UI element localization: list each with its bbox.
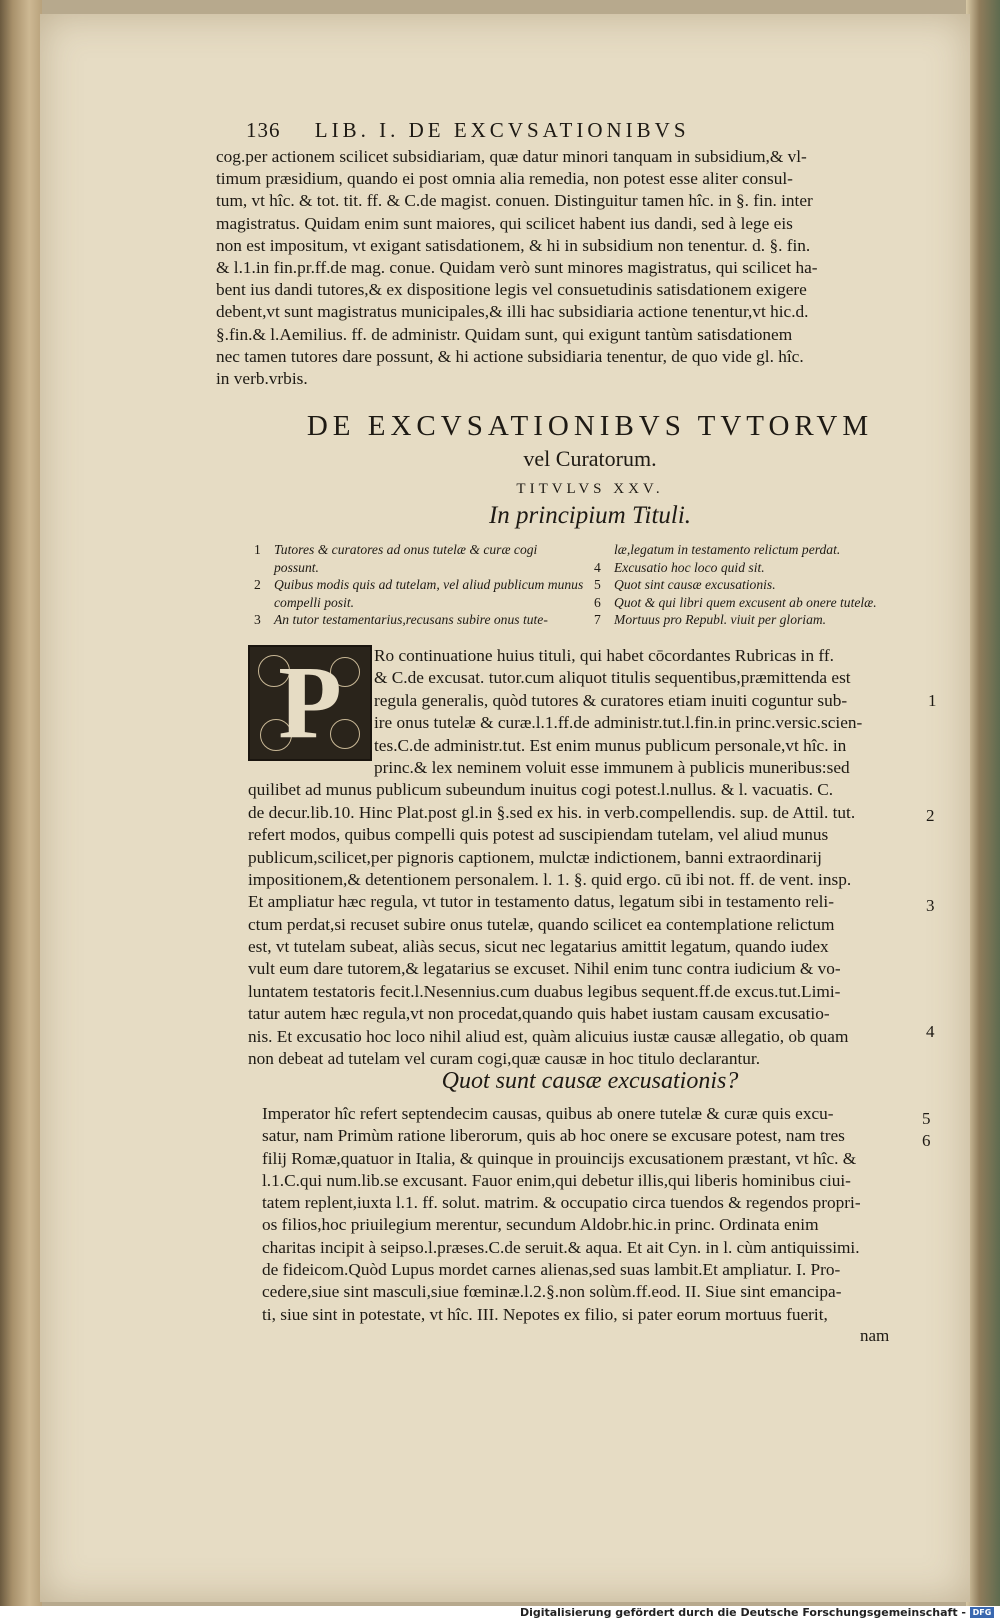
summary-text: Quot sint causæ excusationis. [614,577,776,592]
text-line: in verb.vrbis. [216,368,308,388]
summary-item [594,611,924,629]
summary-number: 6 [594,594,601,610]
text-line: est, vt tutelam subeat, aliàs secus, sicut nec legatarius amittit legatum, quando iudex [248,937,829,957]
dfg-logo: DFG [970,1607,994,1618]
text-line: non est impositum, vt exigant satisdationem, & hi in subsidium non tenentur. d. §. fin. [216,235,811,255]
text-line: Et ampliatur hæc regula, vt tutor in testamento datus, legatum sibi in testamento reli- [248,892,834,912]
summary-text: Quibus modis quis ad tutelam, vel aliud publicum munus compelli posit. [274,577,584,610]
margin-number: 2 [926,806,935,825]
section-subheading: Quot sunt causæ excusationis? [441,1068,739,1094]
text-line: princ.& lex neminem voluit esse immunem à publicis muneribus:sed [374,757,850,777]
text-line: os filios,hoc priuilegium merentur, secundum Aldobr.hic.in princ. Ordinata enim [262,1215,819,1235]
book-edge-left [0,0,42,1620]
text-line: l.1.C.qui num.lib.se excusant. Fauor enim,qui debetur illis,qui liberis hominibus ciui- [262,1170,851,1190]
text-line: impositionem,& detentionem personalem. l. 1. §. quid ergo. cū ibi not. ff. de vent. insp. [248,869,852,889]
text-line: charitas incipit à seipso.l.præses.C.de seruit.& aqua. Et ait Cyn. in l. cùm antiquissimi. [262,1237,860,1257]
text-line: ire onus tutelæ & curæ.l.1.ff.de administr.tut.l.fin.in princ.versic.scien- [374,713,863,733]
summary-item [594,594,924,612]
summary-number [594,541,614,559]
margin-number: 3 [926,896,935,915]
page-number: 136 [246,118,281,142]
text-line: & l.1.in fin.pr.ff.de mag. conue. Quidam verò sunt minores magistratus, qui scilicet ha- [216,257,818,277]
summary-text: Excusatio hoc loco quid sit. [614,559,765,575]
main-body [248,645,908,1070]
text-line: magistratus. Quidam enim sunt maiores, qui scilicet habent ius dandi, sed à lege eis [216,213,793,233]
text-line: nis. Et excusatio hoc loco nihil aliud est, quàm alicuius iustæ causæ allegatio, ob quam [248,1026,849,1046]
text-line: regula generalis, quòd tutores & curatores etiam inuiti coguntur sub- [374,690,848,710]
summary-right-column [594,541,924,629]
summary-left-column [254,541,584,629]
text-line: de decur.lib.10. Hinc Plat.post gl.in §.sed ex his. in verb.compellendis. sup. de Attil. tut. [248,802,856,822]
summary-item [254,611,584,629]
text-line: tum, vt hîc. & tot. tit. ff. & C.de magist. conuen. Distinguitur tamen hîc. in §. fin. inter [216,191,813,211]
text-line: nec tamen tutores dare possunt, & hi actione subsidiaria tenentur, de quo vide gl. hîc. [216,346,804,366]
title-line-3: TITVLVS XXV. [516,481,664,497]
text-line: filij Romæ,quatuor in Italia, & quinque in prouincijs excusationem præstant, vt hîc. & [262,1148,857,1168]
text-line: ti, siue sint in potestate, vt hîc. III. Nepotes ex filio, si pater eorum mortuus fuerit, [262,1304,828,1324]
text-line: publicum,scilicet,per pignoris captionem, mulctæ indictionem, banni extraordinarij [248,847,822,867]
top-paragraph [216,146,896,390]
book-edge-right [966,0,1000,1620]
margin-number: 5 [922,1109,931,1128]
summary-number: 7 [594,612,601,627]
summary-number: 1 [254,542,261,557]
title-line-4: In principium Tituli. [488,502,692,529]
title-line-1: DE EXCVSATIONIBVS TVTORVM [306,410,874,442]
running-header [246,118,846,143]
text-line: Imperator hîc refert septendecim causas, quibus ab onere tutelæ & curæ quis excu- [262,1104,834,1123]
text-line: §.fin.& l.Aemilius. ff. de administr. Quidam sunt, qui exigunt tantùm satisdationem [216,324,793,344]
text-line: bent ius dandi tutores,& ex dispositione legis vel consuetudinis satisdationem exigere [216,280,807,300]
summary-number: 3 [254,612,261,627]
margin-number: 1 [928,691,937,710]
text-line: quilibet ad munus publicum subeundum inuitus cogi potest.l.nullus. & l. vacuatis. C. [248,780,834,800]
text-line: vult eum dare tutorem,& legatarius se excuset. Nihil enim tunc contra iudicium & vo- [248,959,841,979]
section-body [262,1103,912,1326]
text-line: timum præsidium, quando ei post omnia alia remedia, non potest esse aliter consul- [216,169,793,189]
summary-item [594,559,924,577]
margin-number: 6 [922,1131,931,1150]
running-title: LIB. I. DE EXCVSATIONIBVS [314,118,690,142]
summary-item [254,576,584,611]
text-line: cedere,siue sint masculi,siue fœminæ.l.2.§.non solùm.ff.eod. II. Siue sint emancipa- [262,1282,842,1302]
text-line: cog.per actionem scilicet subsidiariam, quæ datur minori tanquam in subsidium,& vl- [216,147,807,166]
footer-text: Digitalisierung gefördert durch die Deutsche Forschungsgemeinschaft - [519,1606,966,1619]
text-line: tes.C.de administr.tut. Est enim munus publicum personale,vt hîc. in [374,735,847,755]
text-line: & C.de excusat. tutor.cum aliquot titulis sequentibus,præmittenda est [374,668,851,688]
summary-item [254,541,584,576]
text-line: ctum perdat,si recuset subire onus tutelæ, quando scilicet ea contemplatione relictum [248,914,835,934]
summary-text: An tutor testamentarius,recusans subire onus tute- [274,612,548,627]
catchword: nam [860,1326,890,1345]
margin-number: 4 [926,1022,935,1041]
summary-number: 4 [594,559,601,575]
text-line: Ro continuatione huius tituli, qui habet cōcordantes Rubricas in ff. [374,646,834,665]
summary-number: 5 [594,577,601,592]
summary-text: Tutores & curatores ad onus tutelæ & curæ cogi possunt. [274,542,538,575]
summary-item [594,576,924,594]
text-line: tatur autem hæc regula,vt non procedat,quando quis habet iustam causam excusatio- [248,1004,830,1024]
summary-item [594,541,924,559]
text-line: tatem replent,iuxta l.1. ff. solut. matrim. & occupatio circa tuendos & regendos propri- [262,1193,861,1213]
summary-text: læ,legatum in testamento relictum perdat. [614,542,841,557]
initial-letter: P [278,645,342,760]
text-line: satur, nam Primùm ratione liberorum, quis ab hoc onere se excusare potest, nam tres [262,1126,845,1146]
text-line: non debeat ad tutelam vel curam cogi,quæ causæ in hoc titulo declarantur. [248,1049,761,1069]
summary-text: Quot & qui libri quem excusent ab onere tutelæ. [614,594,877,610]
summary-text: Mortuus pro Republ. viuit per gloriam. [614,612,827,627]
text-line: refert modos, quibus compelli quis potest ad suscipiendam tutelam, vel aliud munus [248,825,829,845]
summary-number: 2 [254,577,261,592]
text-line: de fideicom.Quòd Lupus mordet carnes alienas,sed suas lambit.Et ampliatur. I. Pro- [262,1260,841,1280]
title-line-2: vel Curatorum. [523,446,657,471]
text-line: luntatem testatoris fecit.l.Nesennius.cum duabus legibus sequent.ff.de excus.tut.Limi- [248,981,841,1001]
text-line: debent,vt sunt magistratus municipales,& illi hac subsidiaria actione tenentur,vt hic.d. [216,302,809,322]
